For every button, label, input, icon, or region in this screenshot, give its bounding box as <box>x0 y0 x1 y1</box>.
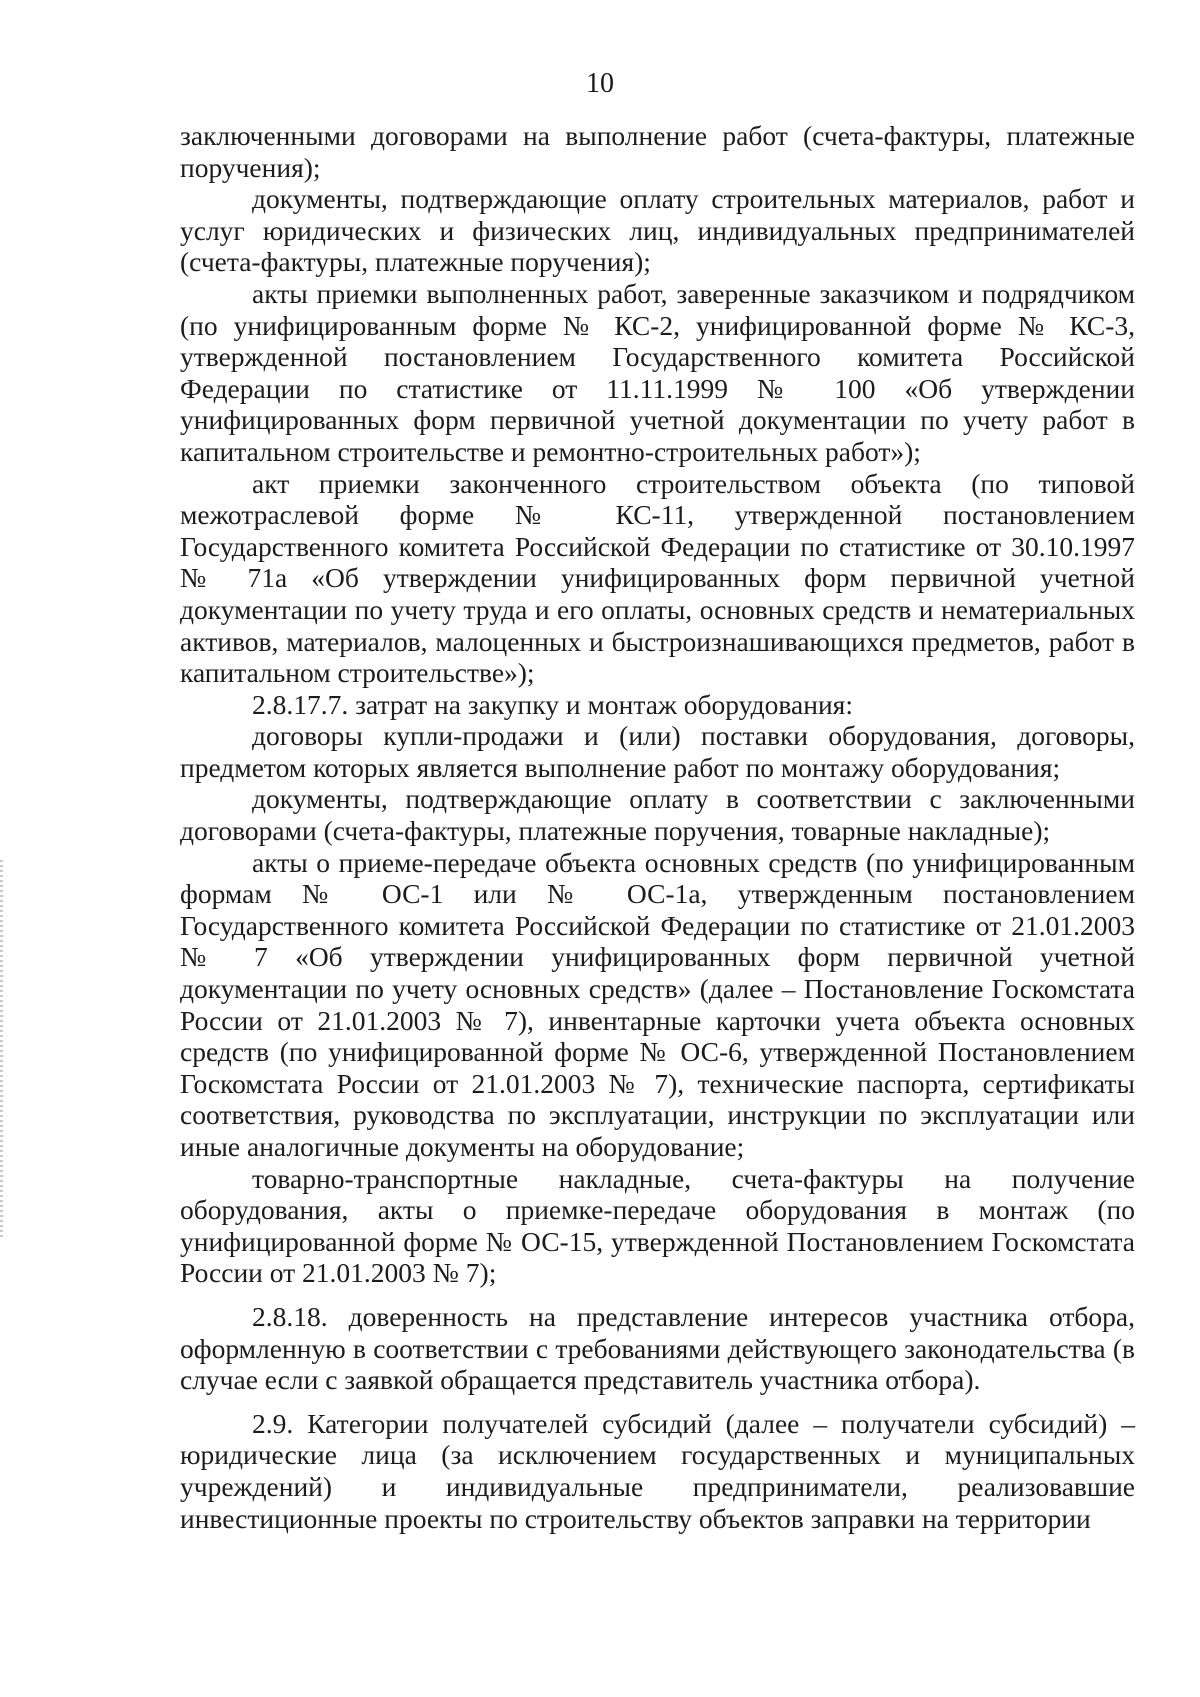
document-body <box>180 120 1135 1534</box>
page-number: 10 <box>586 68 614 99</box>
paragraph-equipment-payment: документы, подтверждающие оплату в соответствии с заключенными договорами (счета-фактуры, платежные поручения, товарные накладные); <box>180 783 1135 847</box>
paragraph-os-acts: акты о приеме-передаче объекта основных средств (по унифицированным формам № ОС-1 или № ОС-1а, утвержденным постановлением Государственного комитета Российской Федерации по статистике от 21.01.2003 № 7 «Об утверждении унифицированных форм первичной учетной документации по учету основных средств» (далее – Постановление Госкомстата России от 21.01.2003 № 7), инвентарные карточки учета объекта основных средств (по унифицированной форме № ОС-6, утвержденной Постановлением Госкомстата России от 21.01.2003 № 7), технические паспорта, сертификаты соответствия, руководства по эксплуатации, инструкции по эксплуатации или иные аналогичные документы на оборудование; <box>180 846 1135 1162</box>
paragraph-2-8-18: 2.8.18. доверенность на представление интересов участника отбора, оформленную в соответствии с требованиями действующего законодательства (в случае если с заявкой обращается представитель участника отбора). <box>180 1300 1135 1396</box>
paragraph-payment-documents: документы, подтверждающие оплату строительных материалов, работ и услуг юридических и физических лиц, индивидуальных предпринимателей (счета-фактуры, платежные поручения); <box>180 183 1135 278</box>
paragraph-equipment-contracts: договоры купли-продажи и (или) поставки оборудования, договоры, предметом которых является выполнение работ по монтажу оборудования; <box>180 720 1135 783</box>
paragraph-continuation: заключенными договорами на выполнение работ (счета-фактуры, платежные поручения); <box>180 120 1135 183</box>
paragraph-transport-invoices: товарно-транспортные накладные, счета-фактуры на получение оборудования, акты о приемке-передаче оборудования в монтаж (по унифицированной форме № ОС-15, утвержденной Постановлением Госкомстата России от 21.01.2003 № 7); <box>180 1162 1135 1289</box>
paragraph-ks2-ks3-acts: акты приемки выполненных работ, заверенные заказчиком и подрядчиком (по унифицированным форме № КС-2, унифицированной форме № КС-3, утвержденной постановлением Государственного комитета Российской Федерации по статистике от 11.11.1999 № 100 «Об утверждении унифицированных форм первичной учетной документации по учету работ в капитальном строительстве и ремонтно-строительных работ»); <box>180 277 1135 467</box>
paragraph-2-9: 2.9. Категории получателей субсидий (далее – получатели субсидий) – юридические лица (за исключением государственных и муниципальных учреждений) и индивидуальные предприниматели, реализовавшие инвестиционные проекты по строительству объектов заправки на территории <box>180 1407 1135 1534</box>
scan-edge-artifact <box>0 860 3 1240</box>
paragraph-ks11-act: акт приемки законченного строительством объекта (по типовой межотраслевой форме № КС-11, утвержденной постановлением Государственного комитета Российской Федерации по статистике от 30.10.1997 № 71а «Об утверждении унифицированных форм первичной учетной документации по учету труда и его оплаты, основных средств и нематериальных активов, материалов, малоценных и быстроизнашивающихся предметов, работ в капитальном строительстве»); <box>180 467 1135 689</box>
paragraph-2-8-17-7: 2.8.17.7. затрат на закупку и монтаж оборудования: <box>252 688 853 720</box>
